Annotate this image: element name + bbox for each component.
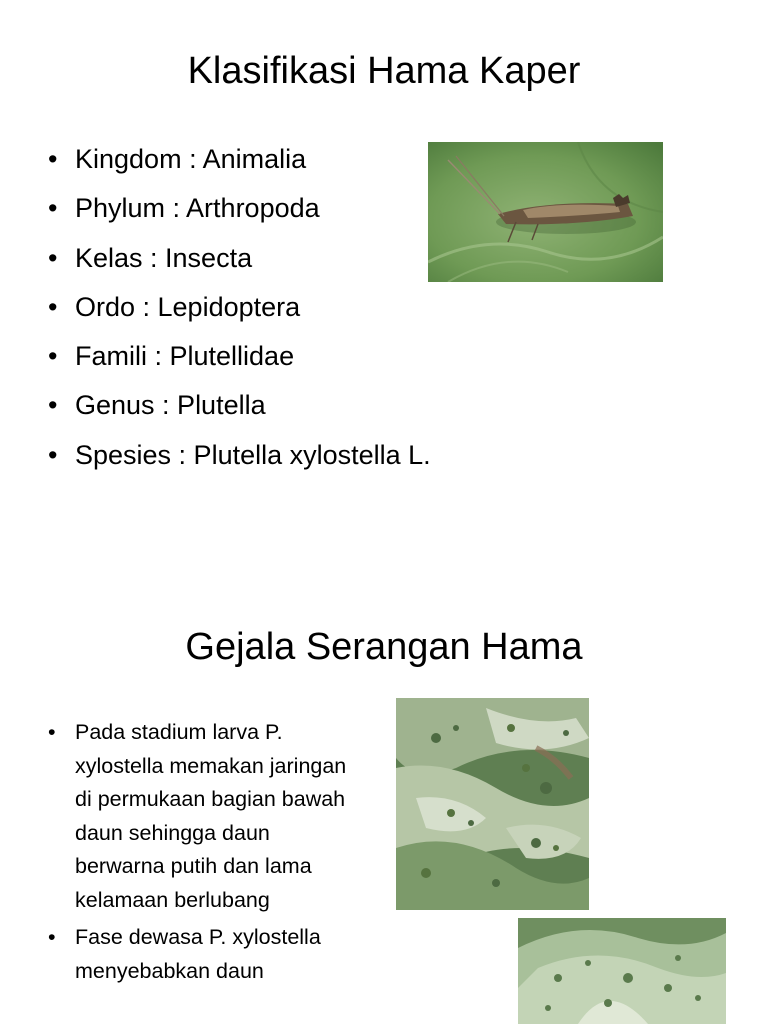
- damaged-cabbage-photo: [396, 698, 589, 910]
- moth-photo: [428, 142, 663, 282]
- slide-symptoms: [0, 512, 768, 1024]
- list-item: • Phylum : Arthropoda: [45, 189, 431, 238]
- slide-title: Gejala Serangan Hama: [185, 626, 583, 668]
- damaged-cabbage-photo: [518, 918, 726, 1024]
- list-item: • Spesies : Plutella xylostella L.: [45, 436, 431, 485]
- list-item: • Fase dewasa P. xylostella menyebabkan daun: [45, 921, 365, 988]
- list-item: • Ordo : Lepidoptera: [45, 288, 431, 337]
- classification-list: [45, 140, 431, 485]
- list-item: • Famili : Plutellidae: [45, 337, 431, 386]
- list-item: • Genus : Plutella: [45, 386, 431, 435]
- list-item: • Pada stadium larva P. xylostella memakan jaringan di permukaan bagian bawah daun sehingga daun berwarna putih dan lama kelamaan berlubang: [45, 716, 365, 917]
- slide-title: Klasifikasi Hama Kaper: [187, 50, 581, 92]
- list-item: • Kingdom : Animalia: [45, 140, 431, 189]
- symptoms-list: [45, 716, 365, 992]
- list-item: • Kelas : Insecta: [45, 239, 431, 288]
